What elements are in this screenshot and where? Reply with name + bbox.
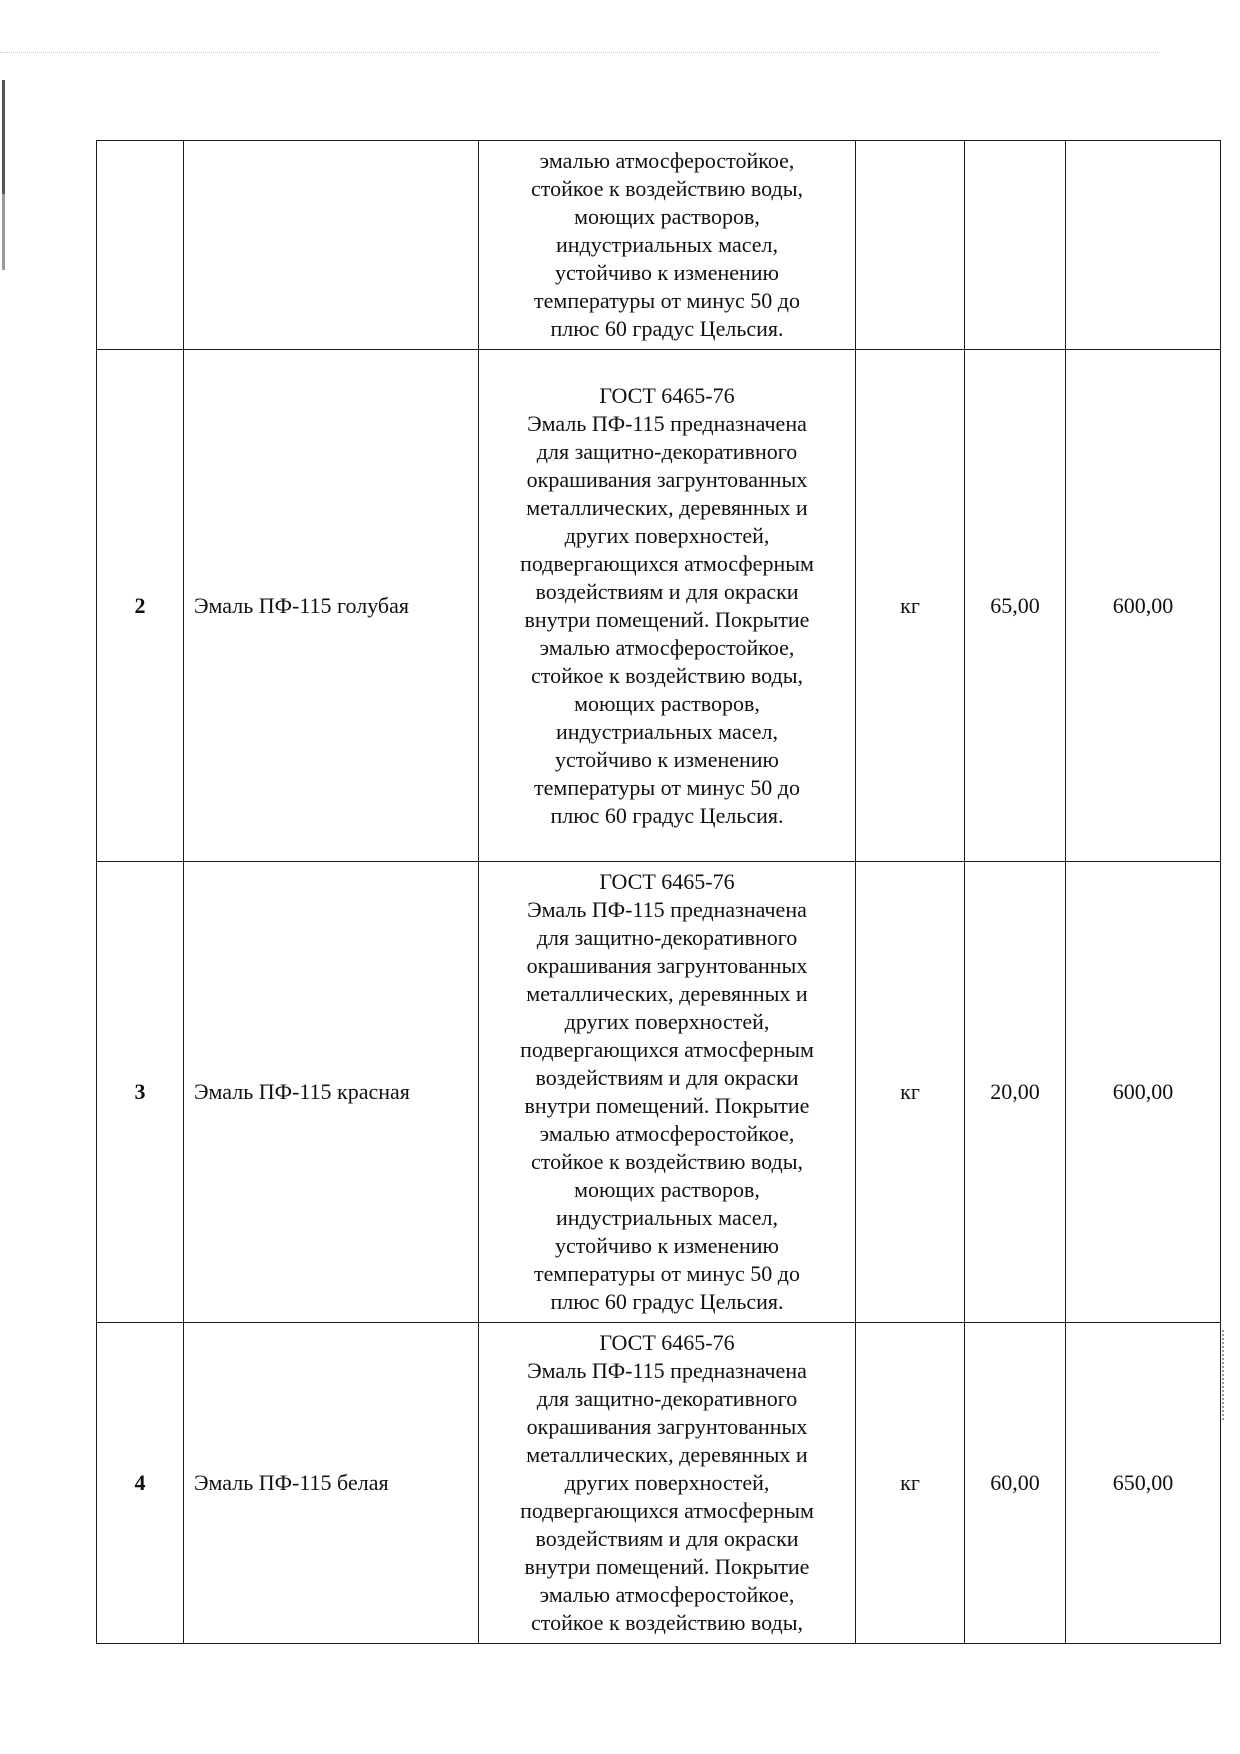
- description-line: эмалью атмосферостойкое,: [539, 634, 795, 660]
- description-line: устойчиво к изменению: [555, 746, 779, 772]
- items-table: [96, 140, 1221, 1644]
- description-line: других поверхностей,: [564, 522, 770, 548]
- description-line: подвергающихся атмосферным: [520, 1037, 814, 1062]
- description-line: ГОСТ 6465-76: [599, 869, 735, 894]
- item-name: Эмаль ПФ-115 белая: [184, 1323, 479, 1644]
- table-row: [97, 350, 1221, 862]
- description-line: окрашивания загрунтованных: [526, 953, 808, 978]
- description-line: окрашивания загрунтованных: [526, 466, 808, 492]
- description-line: стойкое к воздействию воды,: [531, 1610, 803, 1635]
- description-line: внутри помещений. Покрытие: [524, 606, 810, 632]
- row-number: [97, 141, 184, 350]
- scan-artifact-top: [0, 52, 1160, 53]
- description-line: индустриальных масел,: [556, 232, 778, 257]
- item-price: 600,00: [1066, 350, 1221, 862]
- scan-artifact-right: [1222, 1330, 1226, 1420]
- description-line: Эмаль ПФ-115 предназначена: [527, 897, 807, 922]
- description-line: металлических, деревянных и: [526, 981, 808, 1006]
- description-line: стойкое к воздействию воды,: [531, 176, 803, 201]
- description-line: внутри помещений. Покрытие: [524, 1554, 810, 1579]
- item-description: [479, 1323, 856, 1644]
- description-lines: [483, 862, 851, 1322]
- description-line: внутри помещений. Покрытие: [524, 1093, 810, 1118]
- scan-artifact-left: [2, 80, 5, 270]
- description-line: воздействиям и для окраски: [535, 1065, 799, 1090]
- item-price: 650,00: [1066, 1323, 1221, 1644]
- item-name: Эмаль ПФ-115 красная: [184, 862, 479, 1323]
- description-line: плюс 60 градус Цельсия.: [550, 802, 784, 828]
- description-line: металлических, деревянных и: [526, 494, 808, 520]
- description-line: эмалью атмосферостойкое,: [539, 148, 795, 173]
- description-line: Эмаль ПФ-115 предназначена: [527, 410, 807, 436]
- item-quantity: 65,00: [965, 350, 1066, 862]
- description-line: температуры от минус 50 до: [534, 774, 800, 800]
- item-unit: кг: [856, 862, 965, 1323]
- description-line: индустриальных масел,: [556, 718, 778, 744]
- description-line: температуры от минус 50 до: [534, 1261, 800, 1286]
- description-lines: [483, 141, 851, 349]
- description-line: температуры от минус 50 до: [534, 288, 800, 313]
- description-line: ГОСТ 6465-76: [599, 1330, 735, 1355]
- item-quantity: 20,00: [965, 862, 1066, 1323]
- description-lines: [483, 376, 851, 836]
- description-line: других поверхностей,: [564, 1470, 770, 1495]
- description-line: моющих растворов,: [574, 204, 760, 229]
- description-line: для защитно-декоративного: [536, 1386, 798, 1411]
- description-line: воздействиям и для окраски: [535, 578, 799, 604]
- description-line: других поверхностей,: [564, 1009, 770, 1034]
- description-line: эмалью атмосферостойкое,: [539, 1582, 795, 1607]
- description-line: воздействиям и для окраски: [535, 1526, 799, 1551]
- item-price: [1066, 141, 1221, 350]
- description-line: металлических, деревянных и: [526, 1442, 808, 1467]
- description-lines: [483, 1323, 851, 1643]
- description-line: устойчиво к изменению: [555, 260, 779, 285]
- description-line: подвергающихся атмосферным: [520, 1498, 814, 1523]
- description-line: моющих растворов,: [574, 690, 760, 716]
- table-row: [97, 862, 1221, 1323]
- item-description: [479, 862, 856, 1323]
- description-line: плюс 60 градус Цельсия.: [550, 316, 784, 341]
- item-name: Эмаль ПФ-115 голубая: [184, 350, 479, 862]
- description-line: стойкое к воздействию воды,: [531, 662, 803, 688]
- item-name: [184, 141, 479, 350]
- item-quantity: [965, 141, 1066, 350]
- item-description: [479, 350, 856, 862]
- row-number: 3: [97, 862, 184, 1323]
- description-line: эмалью атмосферостойкое,: [539, 1121, 795, 1146]
- description-line: плюс 60 градус Цельсия.: [550, 1289, 784, 1314]
- item-unit: кг: [856, 350, 965, 862]
- item-description: [479, 141, 856, 350]
- item-unit: [856, 141, 965, 350]
- description-line: устойчиво к изменению: [555, 1233, 779, 1258]
- row-number: 2: [97, 350, 184, 862]
- description-line: для защитно-декоративного: [536, 438, 798, 464]
- table-row: [97, 1323, 1221, 1644]
- item-quantity: 60,00: [965, 1323, 1066, 1644]
- row-number: 4: [97, 1323, 184, 1644]
- description-line: Эмаль ПФ-115 предназначена: [527, 1358, 807, 1383]
- description-line: подвергающихся атмосферным: [520, 550, 814, 576]
- description-line: индустриальных масел,: [556, 1205, 778, 1230]
- description-line: ГОСТ 6465-76: [599, 382, 735, 408]
- description-line: окрашивания загрунтованных: [526, 1414, 808, 1439]
- description-line: моющих растворов,: [574, 1177, 760, 1202]
- description-line: стойкое к воздействию воды,: [531, 1149, 803, 1174]
- description-line: для защитно-декоративного: [536, 925, 798, 950]
- table-row: [97, 141, 1221, 350]
- item-unit: кг: [856, 1323, 965, 1644]
- item-price: 600,00: [1066, 862, 1221, 1323]
